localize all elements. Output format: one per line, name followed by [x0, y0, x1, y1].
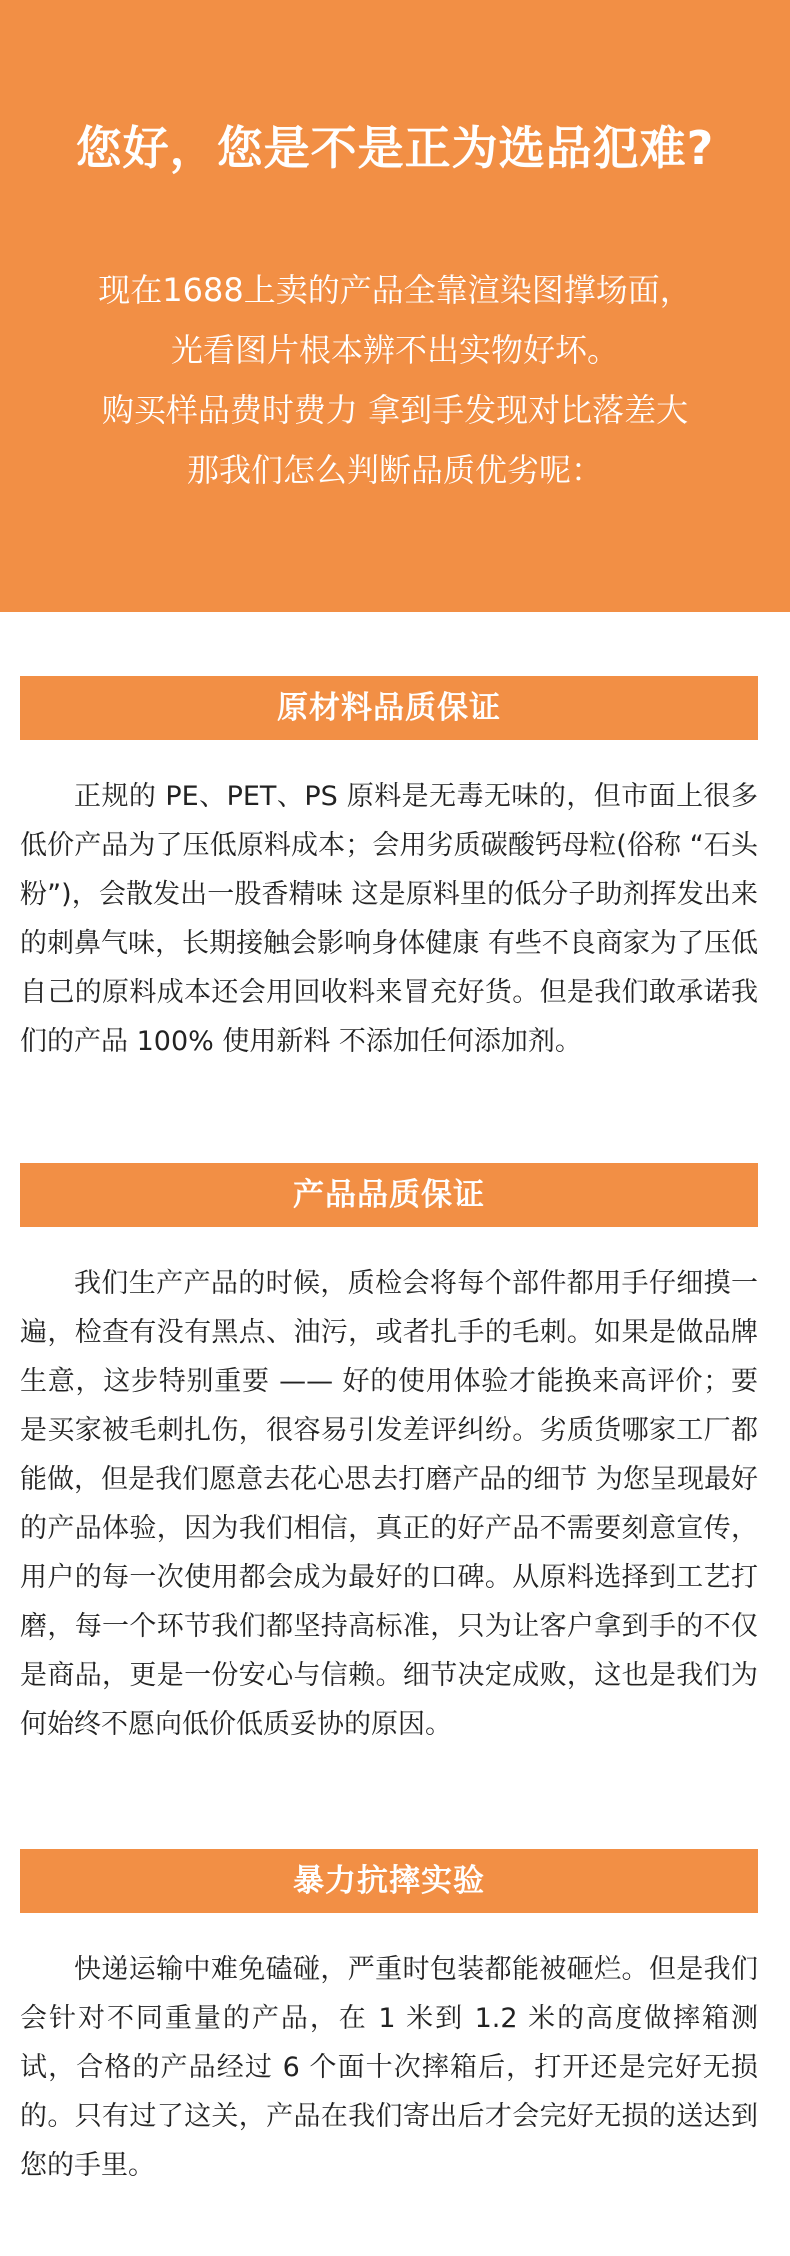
section-title: 原材料品质保证	[20, 676, 758, 740]
hero-intro-line: 购买样品费时费力 拿到手发现对比落差大	[101, 391, 689, 429]
hero-banner	[0, 0, 790, 612]
section-title: 暴力抗摔实验	[20, 1849, 758, 1913]
section-body-text: 正规的 PE、PET、PS 原料是无毒无味的，但市面上很多低价产品为了压低原料成本；会用劣质碳酸钙母粒(俗称 “石头粉”)，会散发出一股香精味 这是原料里的低分子助剂挥发出来的刺鼻气味，长期接触会影响身体健康 有些不良商家为了压低自己的原料成本还会用回收料来冒充好货。但是我们敢承诺我们的产品 100% 使用新料 不添加任何添加剂。	[20, 781, 758, 1057]
hero-title: 您好，您是不是正为选品犯难?	[75, 121, 715, 175]
hero-intro-line: 那我们怎么判断品质优劣呢：	[186, 451, 603, 489]
hero-intro-line: 现在1688上卖的产品全靠渲染图撑场面，	[98, 271, 692, 309]
section-body-text: 我们生产产品的时候，质检会将每个部件都用手仔细摸一遍，检查有没有黑点、油污，或者扎手的毛刺。如果是做品牌生意，这步特别重要 —— 好的使用体验才能换来高评价；要是买家被毛刺扎伤，很容易引发差评纠纷。劣质货哪家工厂都能做，但是我们愿意去花心思去打磨产品的细节 为您呈现最好的产品体验，因为我们相信，真正的好产品不需要刻意宣传，用户的每一次使用都会成为最好的口碑。从原料选择到工艺打磨，每一个环节我们都坚持高标准，只为让客户拿到手的不仅是商品，更是一份安心与信赖。细节决定成败，这也是我们为何始终不愿向低价低质妥协的原因。	[20, 1268, 758, 1740]
section-title: 产品品质保证	[20, 1163, 758, 1227]
section-body-text: 快递运输中难免磕碰，严重时包装都能被砸烂。但是我们会针对不同重量的产品，在 1 米到 1.2 米的高度做摔箱测试，合格的产品经过 6 个面十次摔箱后，打开还是完好无损的。只有过了这关，产品在我们寄出后才会完好无损的送达到您的手里。	[20, 1954, 758, 2181]
hero-intro-line: 光看图片根本辨不出实物好坏。	[170, 331, 619, 369]
hero-intro	[0, 260, 790, 500]
